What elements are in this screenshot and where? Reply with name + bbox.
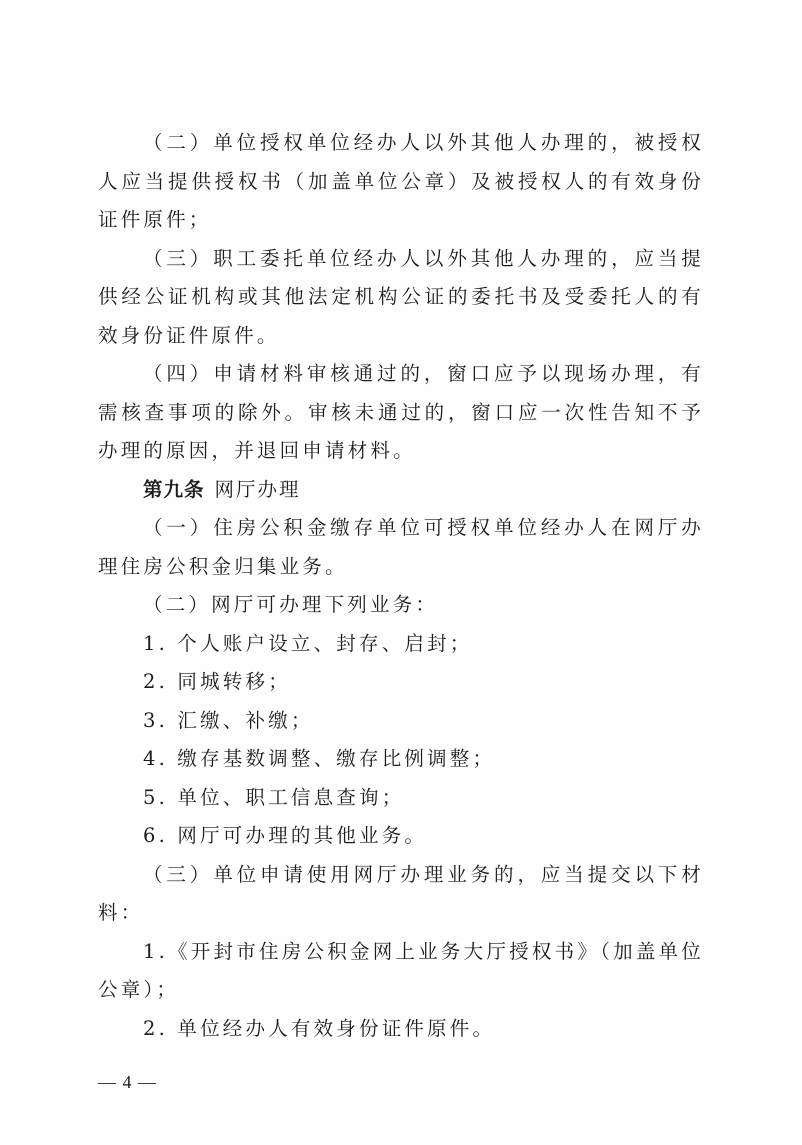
list-item: 6. 网厅可办理的其他业务。: [143, 824, 428, 847]
paragraph: （二）单位授权单位经办人以外其他人办理的，被授权人应当提供授权书（加盖单位公章）及被授权人的有效身份证件原件；: [98, 131, 704, 231]
list-item: 1. 个人账户设立、封存、启封；: [143, 631, 473, 655]
list-item: 1.《开封市住房公积金网上业务大厅授权书》（加盖单位公章）；: [98, 939, 704, 1001]
paragraph: （一）住房公积金缴存单位可授权单位经办人在网厅办理住房公积金归集业务。: [98, 516, 704, 578]
paragraph: （三）单位申请使用网厅办理业务的，应当提交以下材料：: [98, 862, 704, 924]
page-number: — 4 —: [98, 1072, 157, 1092]
list-item: 3. 汇缴、补缴；: [143, 708, 314, 732]
list-item: 2. 单位经办人有效身份证件原件。: [143, 1016, 496, 1040]
document-body: [98, 124, 704, 1048]
article-number: 第九条: [143, 477, 205, 501]
list-item: 5. 单位、职工信息查询；: [143, 785, 405, 809]
paragraph: （四）申请材料审核通过的，窗口应予以现场办理，有需核查事项的除外。审核未通过的，窗口应一次性告知不予办理的原因，并退回申请材料。: [98, 362, 704, 462]
list-item: 2. 同城转移；: [143, 670, 291, 693]
paragraph: （二）网厅可办理下列业务：: [143, 593, 439, 616]
article-title: 网厅办理: [214, 477, 301, 501]
list-item: 4. 缴存基数调整、缴存比例调整；: [143, 747, 496, 770]
paragraph: （三）职工委托单位经办人以外其他人办理的，应当提供经公证机构或其他法定机构公证的委托书及受委托人的有效身份证件原件。: [98, 246, 704, 347]
article-heading: [98, 471, 704, 510]
